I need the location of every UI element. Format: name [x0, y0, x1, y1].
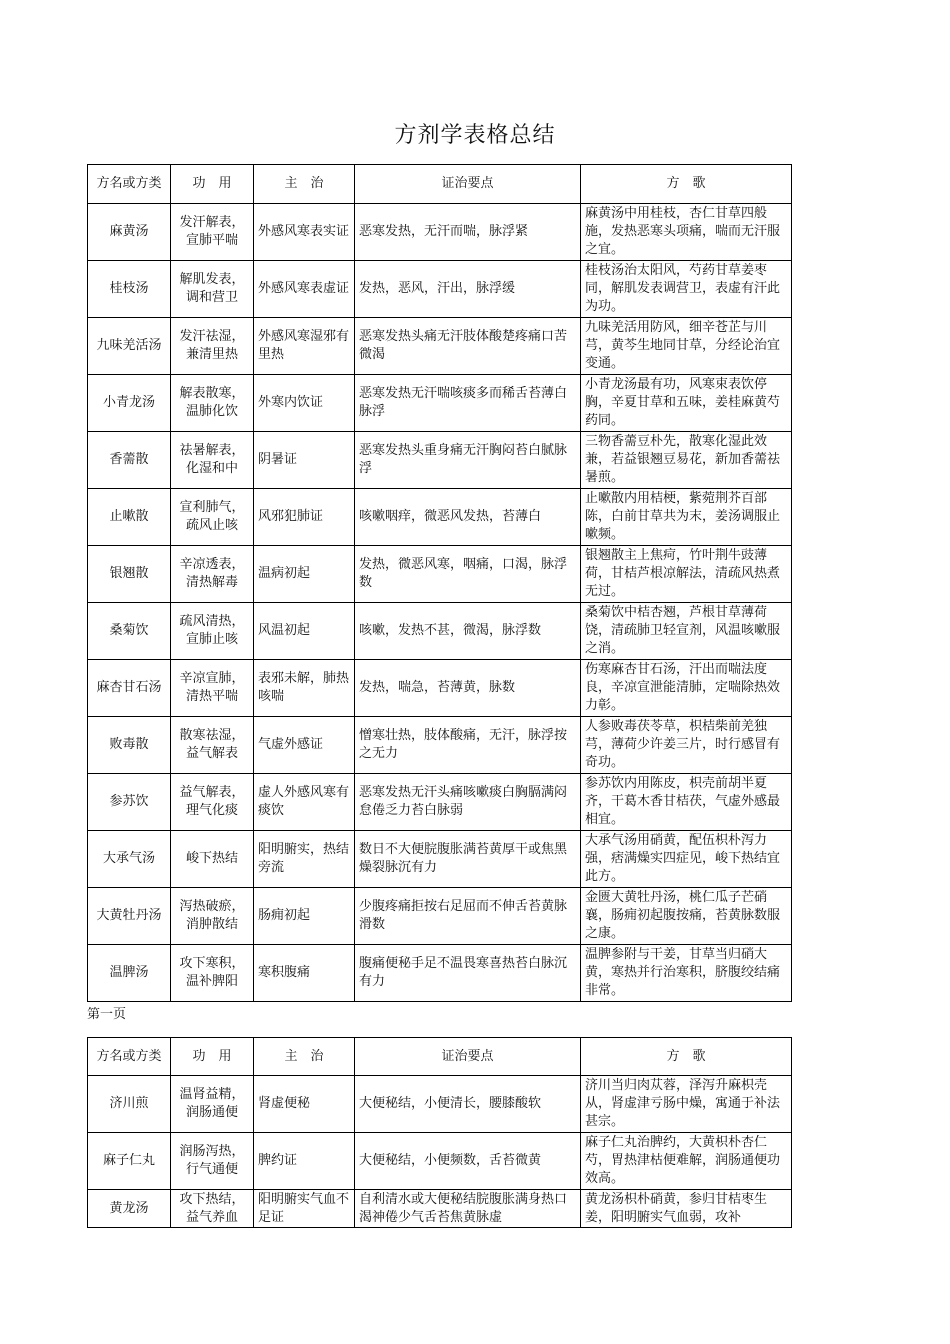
key-points-cell: 大便秘结，小便频数，舌苔微黄 — [355, 1133, 581, 1190]
verse-text: 麻黄汤中用桂枝，杏仁甘草四般施，发热恶寒头项痛，喘而无汗服之宜。 — [585, 206, 781, 257]
header-indication: 主 治 — [254, 165, 355, 204]
key-points-cell: 咳嗽，发热不甚，微渴，脉浮数 — [355, 603, 581, 660]
verse-cell — [581, 1133, 792, 1190]
function-cell: 疏风清热，宣肺止咳 — [171, 603, 254, 660]
key-points-cell: 咳嗽咽痒，微恶风发热，苔薄白 — [355, 489, 581, 546]
verse-text: 桂枝汤治太阳风，芍药甘草姜枣同，解肌发表调营卫，表虚有汗此为功。 — [585, 263, 781, 314]
verse-cell — [581, 1190, 792, 1228]
formula-name-cell: 麻子仁丸 — [88, 1133, 171, 1190]
key-points-cell: 发热，恶风，汗出，脉浮缓 — [355, 261, 581, 318]
page-title: 方剂学表格总结 — [394, 123, 556, 148]
indication-cell: 阳明腑实气血不足证 — [254, 1190, 355, 1228]
table-body-1 — [88, 204, 792, 1002]
verse-cell — [581, 375, 792, 432]
header-key-points: 证治要点 — [355, 1038, 581, 1076]
key-points-cell: 恶寒发热无汗喘咳痰多而稀舌苔薄白脉浮 — [355, 375, 581, 432]
function-cell: 解表散寒，温肺化饮 — [171, 375, 254, 432]
verse-cell — [581, 261, 792, 318]
indication-cell: 脾约证 — [254, 1133, 355, 1190]
key-points-cell: 发热，喘急，苔薄黄，脉数 — [355, 660, 581, 717]
indication-cell: 肠痈初起 — [254, 888, 355, 945]
function-cell: 发汗解表，宣肺平喘 — [171, 204, 254, 261]
formula-name-cell: 麻黄汤 — [88, 204, 171, 261]
formula-name-cell: 香薷散 — [88, 432, 171, 489]
formula-name-cell: 止嗽散 — [88, 489, 171, 546]
formula-name-cell: 小青龙汤 — [88, 375, 171, 432]
key-points-cell: 恶寒发热头痛无汗肢体酸楚疼痛口苦微渴 — [355, 318, 581, 375]
header-function: 功 用 — [171, 165, 254, 204]
function-cell: 攻下寒积，温补脾阳 — [171, 945, 254, 1002]
indication-cell: 外感风寒湿邪有里热 — [254, 318, 355, 375]
table-row — [88, 1076, 792, 1133]
header-verse: 方 歌 — [581, 1038, 792, 1076]
function-cell: 散寒祛湿，益气解表 — [171, 717, 254, 774]
function-cell: 温肾益精，润肠通便 — [171, 1076, 254, 1133]
function-cell: 益气解表，理气化痰 — [171, 774, 254, 831]
formula-name-cell: 银翘散 — [88, 546, 171, 603]
verse-cell — [581, 831, 792, 888]
function-cell: 攻下热结，益气养血 — [171, 1190, 254, 1228]
verse-cell — [581, 318, 792, 375]
formula-name-cell: 桂枝汤 — [88, 261, 171, 318]
key-points-cell: 恶寒发热无汗头痛咳嗽痰白胸膈满闷怠倦乏力苔白脉弱 — [355, 774, 581, 831]
verse-text: 温脾参附与干姜，甘草当归硝大黄，寒热并行治寒积，脐腹绞结痛非常。 — [585, 947, 781, 998]
verse-text: 人参败毒茯苓草，枳桔柴前羌独芎，薄荷少许姜三片，时行感冒有奇功。 — [585, 719, 781, 770]
indication-cell: 气虚外感证 — [254, 717, 355, 774]
verse-cell — [581, 432, 792, 489]
verse-text: 伤寒麻杏甘石汤，汗出而喘法度良，辛凉宣泄能清肺，定喘除热效力彰。 — [585, 662, 781, 713]
indication-cell: 外感风寒表实证 — [254, 204, 355, 261]
verse-text: 黄龙汤枳朴硝黄，参归甘桔枣生姜，阳明腑实气血弱，攻补 — [585, 1191, 768, 1225]
formula-name-cell: 参苏饮 — [88, 774, 171, 831]
indication-cell: 温病初起 — [254, 546, 355, 603]
formula-name-cell: 麻杏甘石汤 — [88, 660, 171, 717]
header-indication: 主 治 — [254, 1038, 355, 1076]
formula-name-cell: 温脾汤 — [88, 945, 171, 1002]
indication-cell: 表邪未解，肺热咳喘 — [254, 660, 355, 717]
verse-cell — [581, 888, 792, 945]
verse-text: 参苏饮内用陈皮，枳壳前胡半夏齐，干葛木香甘桔茯，气虚外感最相宜。 — [585, 776, 781, 827]
table-row — [88, 489, 792, 546]
table-row — [88, 375, 792, 432]
indication-cell: 外寒内饮证 — [254, 375, 355, 432]
verse-cell — [581, 717, 792, 774]
table-row — [88, 717, 792, 774]
verse-text: 桑菊饮中桔杏翘，芦根甘草薄荷饶，清疏肺卫轻宣剂，风温咳嗽服之消。 — [585, 605, 781, 656]
formula-name-cell: 败毒散 — [88, 717, 171, 774]
indication-cell: 寒积腹痛 — [254, 945, 355, 1002]
verse-text: 小青龙汤最有功，风寒束表饮停胸，辛夏甘草和五味，姜桂麻黄芍药同。 — [585, 377, 781, 428]
header-verse: 方 歌 — [581, 165, 792, 204]
table-row — [88, 945, 792, 1002]
indication-cell: 外感风寒表虚证 — [254, 261, 355, 318]
page-label: 第一页 — [87, 1007, 127, 1022]
table-header-row — [88, 1038, 792, 1076]
verse-cell — [581, 546, 792, 603]
function-cell: 解肌发表，调和营卫 — [171, 261, 254, 318]
function-cell: 发汗祛湿，兼清里热 — [171, 318, 254, 375]
key-points-cell: 发热，微恶风寒，咽痛，口渴，脉浮数 — [355, 546, 581, 603]
formula-name-cell: 济川煎 — [88, 1076, 171, 1133]
verse-cell — [581, 1076, 792, 1133]
function-cell: 宣利肺气，疏风止咳 — [171, 489, 254, 546]
formula-name-cell: 桑菊饮 — [88, 603, 171, 660]
function-cell: 润肠泻热，行气通便 — [171, 1133, 254, 1190]
verse-cell — [581, 204, 792, 261]
indication-cell: 虚人外感风寒有痰饮 — [254, 774, 355, 831]
verse-cell — [581, 660, 792, 717]
table-body-2 — [88, 1076, 792, 1228]
function-cell: 辛凉宣肺，清热平喘 — [171, 660, 254, 717]
verse-text: 银翘散主上焦疴，竹叶荆牛豉薄荷，甘桔芦根凉解法，清疏风热煮无过。 — [585, 548, 781, 599]
formula-table-2 — [87, 1037, 792, 1228]
formula-table-1 — [87, 164, 792, 1002]
indication-cell: 阳明腑实，热结旁流 — [254, 831, 355, 888]
table-row — [88, 888, 792, 945]
key-points-cell: 大便秘结，小便清长，腰膝酸软 — [355, 1076, 581, 1133]
table-row — [88, 1133, 792, 1190]
verse-text: 三物香薷豆朴先，散寒化湿此效兼，若益银翘豆易花，新加香薷祛暑煎。 — [585, 434, 781, 485]
header-key-points: 证治要点 — [355, 165, 581, 204]
verse-text: 麻子仁丸治脾约，大黄枳朴杏仁芍，胃热津枯便难解，润肠通便功效高。 — [585, 1135, 781, 1186]
indication-cell: 风温初起 — [254, 603, 355, 660]
formula-name-cell: 大承气汤 — [88, 831, 171, 888]
table-row — [88, 432, 792, 489]
verse-text: 止嗽散内用桔梗，紫菀荆芥百部陈，白前甘草共为末，姜汤调服止嗽频。 — [585, 491, 781, 542]
key-points-cell: 恶寒发热，无汗而喘，脉浮紧 — [355, 204, 581, 261]
verse-text: 九味羌活用防风，细辛苍芷与川芎，黄芩生地同甘草，分经论治宜变通。 — [585, 320, 781, 371]
verse-cell — [581, 945, 792, 1002]
table-header-row — [88, 165, 792, 204]
key-points-cell: 腹痛便秘手足不温畏寒喜热苔白脉沉有力 — [355, 945, 581, 1002]
verse-cell — [581, 774, 792, 831]
table-row — [88, 318, 792, 375]
header-name: 方名或方类 — [88, 165, 171, 204]
function-cell: 泻热破瘀，消肿散结 — [171, 888, 254, 945]
verse-text: 金匮大黄牡丹汤，桃仁瓜子芒硝襄，肠痈初起腹按痛，苔黄脉数服之康。 — [585, 890, 781, 941]
function-cell: 峻下热结 — [171, 831, 254, 888]
indication-cell: 肾虚便秘 — [254, 1076, 355, 1133]
verse-cell — [581, 489, 792, 546]
table-row — [88, 603, 792, 660]
function-cell: 辛凉透表，清热解毒 — [171, 546, 254, 603]
key-points-cell: 数日不大便脘腹胀满苔黄厚干或焦黑燥裂脉沉有力 — [355, 831, 581, 888]
key-points-cell: 自利清水或大便秘结脘腹胀满身热口渴神倦少气舌苔焦黄脉虚 — [355, 1190, 581, 1228]
table-row — [88, 204, 792, 261]
indication-cell: 风邪犯肺证 — [254, 489, 355, 546]
verse-text: 大承气汤用硝黄，配伍枳朴泻力强，痞满燥实四症见，峻下热结宜此方。 — [585, 833, 781, 884]
header-name: 方名或方类 — [88, 1038, 171, 1076]
key-points-cell: 恶寒发热头重身痛无汗胸闷苔白腻脉浮 — [355, 432, 581, 489]
table-row — [88, 546, 792, 603]
function-cell: 祛暑解表，化湿和中 — [171, 432, 254, 489]
key-points-cell: 憎寒壮热，肢体酸痛，无汗，脉浮按之无力 — [355, 717, 581, 774]
table-row — [88, 660, 792, 717]
key-points-cell: 少腹疼痛拒按右足屈而不伸舌苔黄脉滑数 — [355, 888, 581, 945]
table-row — [88, 1190, 792, 1228]
table-row — [88, 774, 792, 831]
verse-text: 济川当归肉苁蓉，泽泻升麻枳壳从，肾虚津亏肠中燥，寓通于补法甚宗。 — [585, 1078, 781, 1129]
formula-name-cell: 大黄牡丹汤 — [88, 888, 171, 945]
formula-name-cell: 黄龙汤 — [88, 1190, 171, 1228]
indication-cell: 阴暑证 — [254, 432, 355, 489]
formula-name-cell: 九味羌活汤 — [88, 318, 171, 375]
table-row — [88, 831, 792, 888]
table-row — [88, 261, 792, 318]
header-function: 功 用 — [171, 1038, 254, 1076]
verse-cell — [581, 603, 792, 660]
